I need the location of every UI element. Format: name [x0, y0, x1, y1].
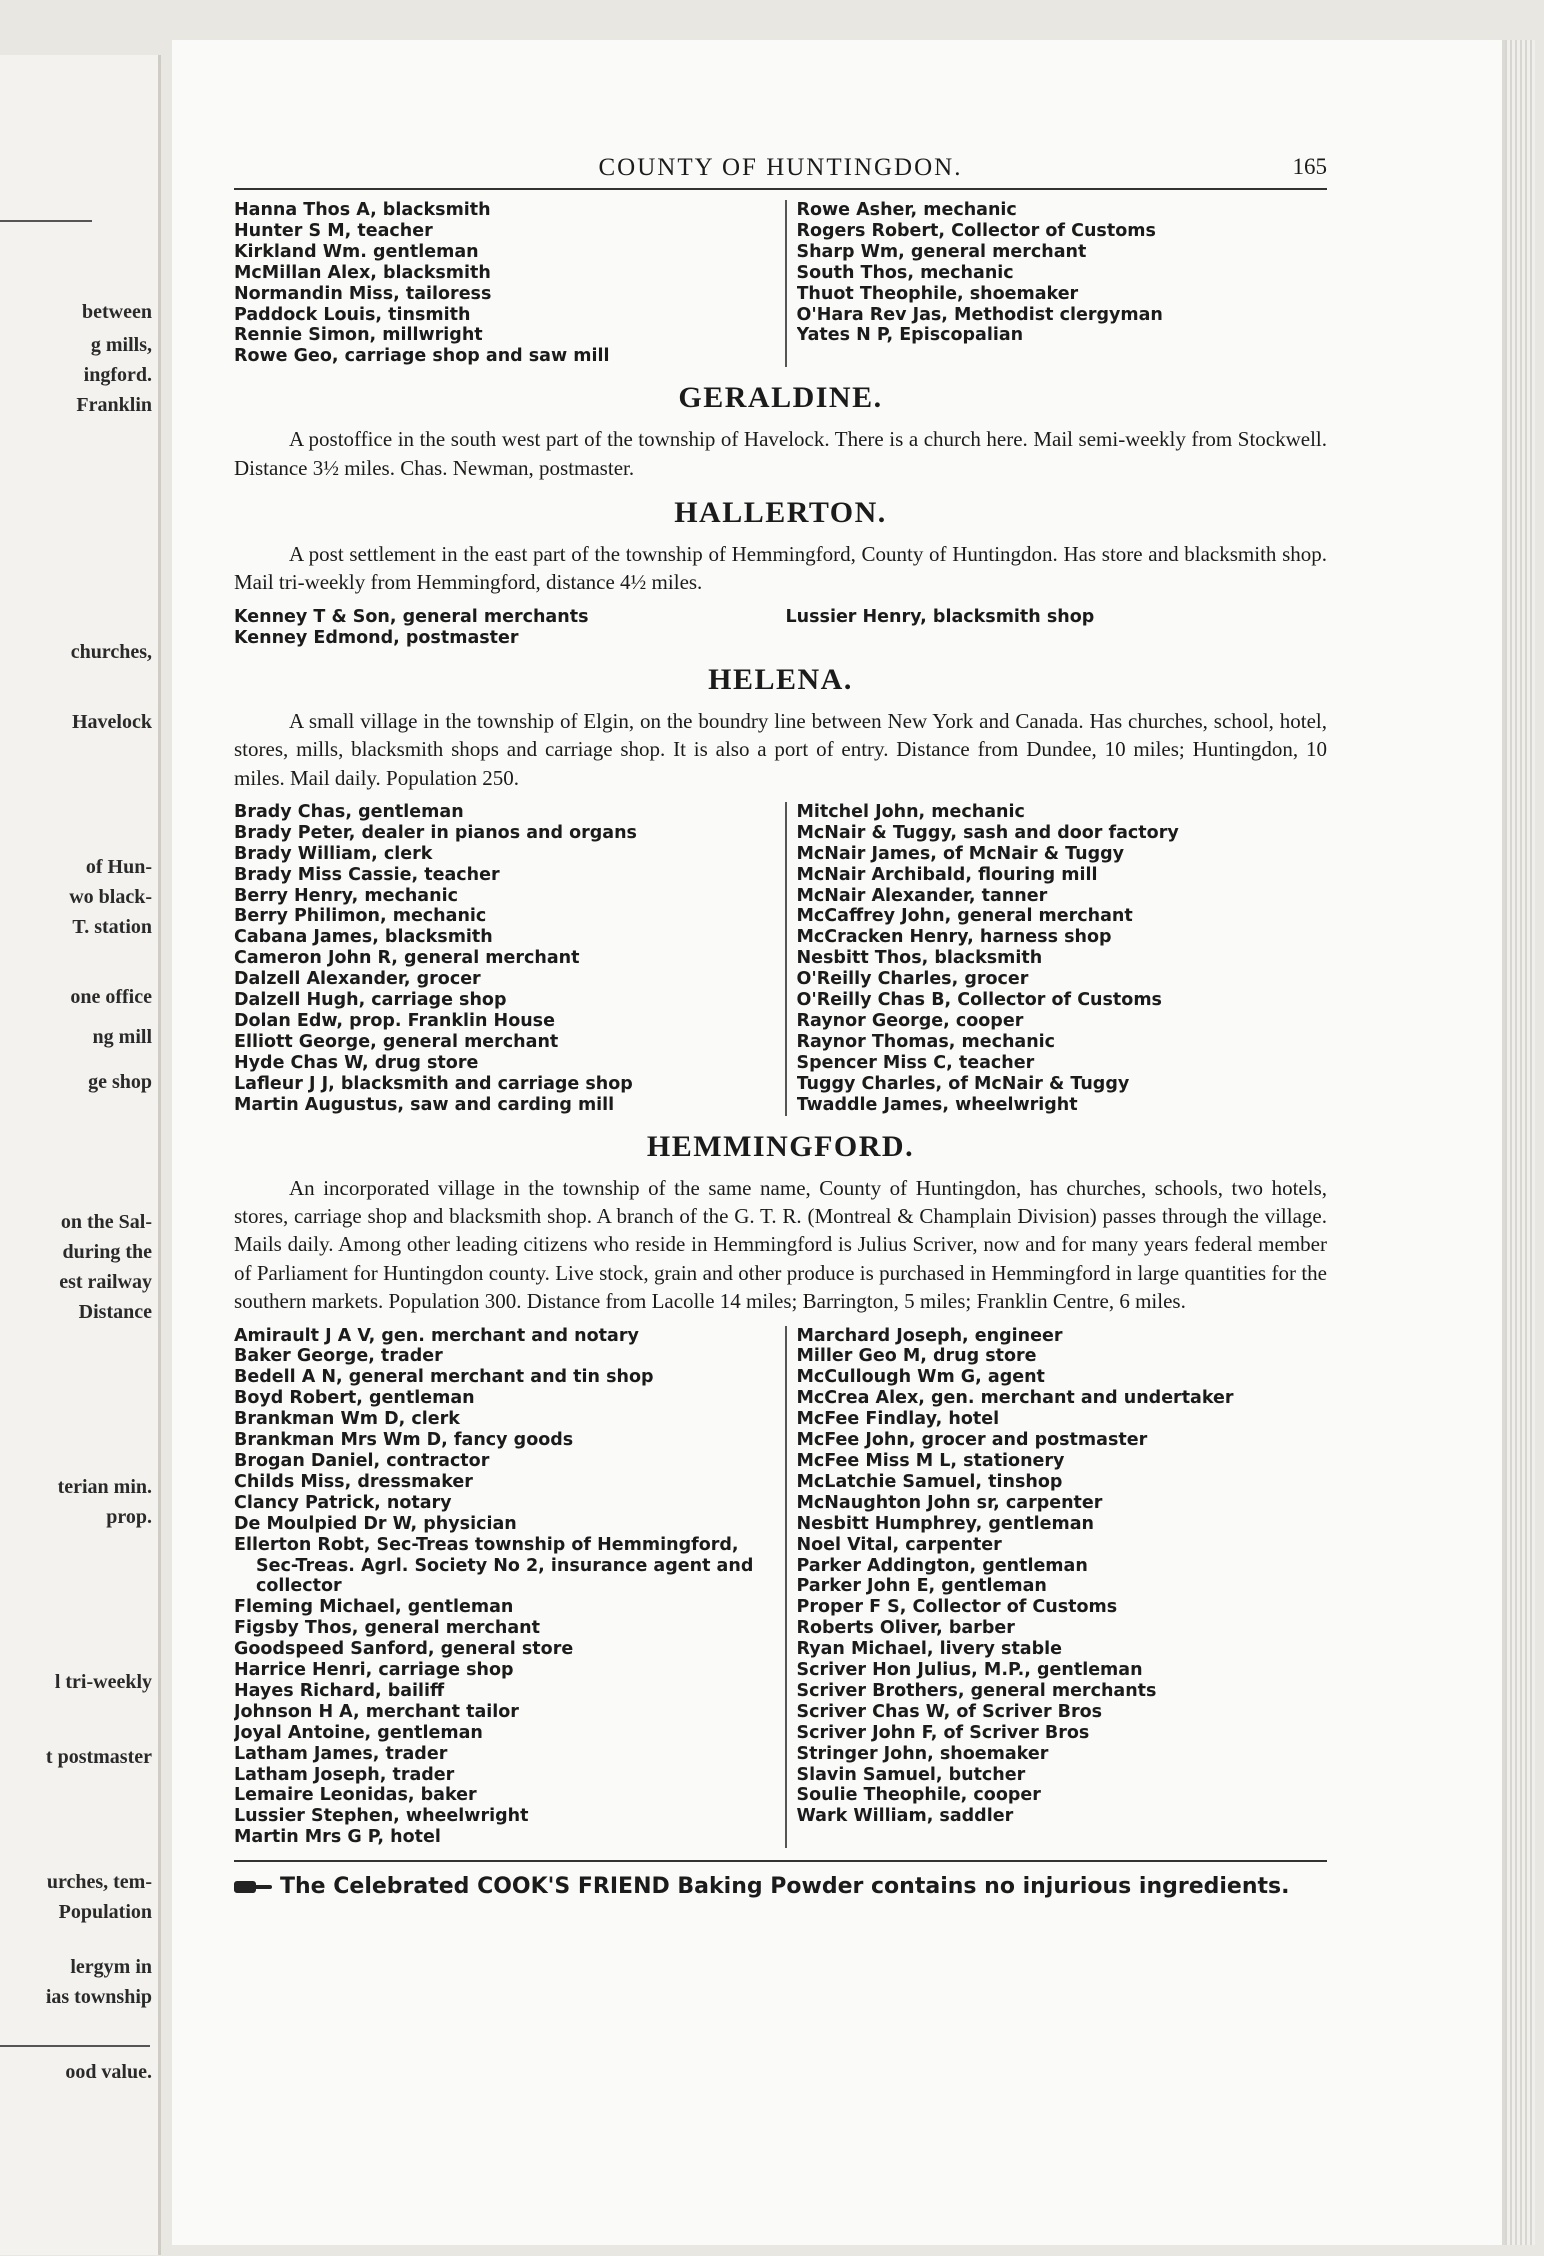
directory-entry: Stringer John, shoemaker [796, 1743, 1049, 1764]
facing-page-line: ng mill [92, 1026, 152, 1048]
directory-entry: Goodspeed Sanford, general store [234, 1639, 574, 1660]
facing-page-line: between [82, 301, 152, 323]
directory-entry: Kenney T & Son, general merchants [234, 606, 589, 627]
page-number: 165 [1292, 154, 1327, 179]
directory-column-left [234, 802, 785, 1116]
directory-entry: Scriver Brothers, general merchants [796, 1680, 1157, 1701]
advertisement-text: The Celebrated COOK'S FRIEND Baking Powder contains no injurious ingredients. [280, 1874, 1290, 1900]
directory-entry: Kenney Edmond, postmaster [234, 627, 519, 648]
directory-entry: Elliott George, general merchant [234, 1031, 559, 1052]
directory-entry: Tuggy Charles, of McNair & Tuggy [796, 1073, 1130, 1094]
running-head [234, 150, 1327, 190]
directory-entry: Clancy Patrick, notary [234, 1492, 452, 1513]
facing-page-line: T. station [72, 916, 152, 938]
directory-entry: McFee Miss M L, stationery [796, 1450, 1065, 1471]
directory-entry: Sharp Wm, general merchant [796, 241, 1087, 262]
directory-column-right [785, 1326, 1328, 1849]
directory-entry: Rowe Geo, carriage shop and saw mill [234, 346, 610, 367]
facing-page-line: g mills, [90, 334, 152, 356]
directory-entry: Slavin Samuel, butcher [796, 1764, 1026, 1785]
facing-page-rule [0, 220, 92, 222]
directory-entry: O'Reilly Chas B, Collector of Customs [796, 990, 1162, 1011]
facing-page-line: ias township [45, 1986, 152, 2008]
facing-page-line: prop. [106, 1506, 152, 1528]
directory-hallerton [234, 607, 1327, 649]
directory-entry: Hunter S M, teacher [234, 220, 433, 241]
facing-page-fragment [0, 55, 161, 2255]
facing-page-line: churches, [70, 641, 152, 663]
facing-page-line: on the Sal- [60, 1211, 152, 1233]
directory-helena [234, 802, 1327, 1116]
directory-entry: Amirault J A V, gen. merchant and notary [234, 1325, 639, 1346]
directory-entry: Harrice Henri, carriage shop [234, 1660, 514, 1681]
directory-entry: O'Hara Rev Jas, Methodist clergyman [796, 304, 1163, 325]
directory-entry: Hanna Thos A, blacksmith [234, 200, 491, 220]
facing-page-line: terian min. [57, 1476, 152, 1498]
directory-entry: Soulie Theophile, cooper [796, 1785, 1041, 1806]
directory-entry: Lemaire Leonidas, baker [234, 1785, 477, 1806]
facing-page-line: l tri-weekly [54, 1671, 152, 1693]
directory-entry: Bedell A N, general merchant and tin shop [234, 1367, 654, 1388]
facing-page-line: Havelock [72, 711, 152, 733]
directory-entry: Dalzell Hugh, carriage shop [234, 990, 507, 1011]
directory-entry: McCrea Alex, gen. merchant and undertaker [796, 1388, 1234, 1409]
directory-entry: McCullough Wm G, agent [796, 1367, 1045, 1388]
directory-entry: Martin Mrs G P, hotel [234, 1827, 441, 1848]
directory-entry: Scriver Hon Julius, M.P., gentleman [796, 1660, 1143, 1681]
directory-top [234, 200, 1327, 367]
directory-entry: Rowe Asher, mechanic [796, 200, 1017, 220]
directory-entry: Latham James, trader [234, 1743, 448, 1764]
section-description-hallerton: A post settlement in the east part of the township of Hemmingford, County of Huntingdon. Has store and blacksmith shop. Mail tri-weekly from Hemmingford, distance 4½ miles. [234, 542, 1327, 595]
directory-entry: Noel Vital, carpenter [796, 1534, 1002, 1555]
directory-entry: Mitchel John, mechanic [796, 801, 1025, 822]
facing-page-line: Franklin [76, 394, 152, 416]
directory-entry: Nesbitt Humphrey, gentleman [796, 1513, 1094, 1534]
directory-entry: Childs Miss, dressmaker [234, 1471, 473, 1492]
directory-entry: Thuot Theophile, shoemaker [796, 283, 1079, 304]
facing-page-rule [0, 2045, 150, 2047]
advertisement [234, 1860, 1327, 1899]
directory-entry: Boyd Robert, gentleman [234, 1388, 475, 1409]
directory-entry: Brankman Mrs Wm D, fancy goods [234, 1430, 574, 1451]
directory-entry: Marchard Joseph, engineer [796, 1325, 1063, 1346]
directory-column-right [785, 802, 1328, 1116]
facing-page-line: est railway [59, 1271, 152, 1293]
directory-entry: Brady Miss Cassie, teacher [234, 864, 500, 885]
directory-entry: Parker John E, gentleman [796, 1576, 1047, 1597]
directory-entry: Fleming Michael, gentleman [234, 1597, 514, 1618]
directory-entry: Parker Addington, gentleman [796, 1555, 1088, 1576]
directory-entry: Raynor Thomas, mechanic [796, 1031, 1056, 1052]
facing-page-line: urches, tem- [46, 1871, 152, 1893]
directory-entry: McCracken Henry, harness shop [796, 927, 1112, 948]
section-description-helena: A small village in the township of Elgin, on the boundry line between New York and Canada. Has churches, school, hotel, stores, mills, blacksmith shops and carriage shop. It is also a port of entry. Distance from Dundee, 10 miles; Huntingdon, 10 miles. Mail daily. Population 250. [234, 708, 1327, 790]
directory-entry: Yates N P, Episcopalian [796, 325, 1024, 346]
facing-page-line: Distance [78, 1301, 152, 1323]
directory-entry: McNair & Tuggy, sash and door factory [796, 822, 1179, 843]
directory-column-left [234, 200, 785, 367]
directory-entry: Latham Joseph, trader [234, 1764, 455, 1785]
directory-entry: South Thos, mechanic [796, 262, 1014, 283]
section-title-helena: HELENA. [708, 662, 853, 696]
facing-page-line: during the [62, 1241, 152, 1263]
directory-entry: Joyal Antoine, gentleman [234, 1722, 483, 1743]
directory-column-left [234, 607, 776, 649]
directory-entry: Baker George, trader [234, 1346, 443, 1367]
directory-entry: Rennie Simon, millwright [234, 325, 483, 346]
directory-entry: Dalzell Alexander, grocer [234, 969, 481, 990]
directory-entry: Berry Henry, mechanic [234, 885, 458, 906]
directory-entry: Wark William, saddler [796, 1806, 1014, 1827]
section-title-geraldine: GERALDINE. [678, 381, 883, 415]
directory-entry: Raynor George, cooper [796, 1010, 1024, 1031]
directory-entry: Scriver Chas W, of Scriver Bros [796, 1701, 1103, 1722]
directory-entry: Rogers Robert, Collector of Customs [796, 220, 1156, 241]
directory-entry: Brankman Wm D, clerk [234, 1409, 460, 1430]
directory-entry: Brady Peter, dealer in pianos and organs [234, 822, 637, 843]
directory-entry: Brady William, clerk [234, 843, 433, 864]
facing-page-line: ingford. [83, 364, 152, 386]
directory-hemmingford [234, 1326, 1327, 1849]
facing-page-line: Population [58, 1901, 152, 1923]
directory-entry: McLatchie Samuel, tinshop [796, 1471, 1063, 1492]
directory-entry: Paddock Louis, tinsmith [234, 304, 471, 325]
facing-page-line: of Hun- [85, 856, 152, 878]
directory-entry: Brogan Daniel, contractor [234, 1450, 490, 1471]
directory-entry: Lussier Stephen, wheelwright [234, 1806, 529, 1827]
directory-entry: McNair Archibald, flouring mill [796, 864, 1098, 885]
page-content [234, 150, 1327, 1899]
pointing-hand-icon [234, 1877, 272, 1897]
directory-entry: Ryan Michael, livery stable [796, 1639, 1063, 1660]
directory-entry: Kirkland Wm. gentleman [234, 241, 479, 262]
directory-entry: Normandin Miss, tailoress [234, 283, 492, 304]
directory-entry: De Moulpied Dr W, physician [234, 1513, 517, 1534]
directory-entry: Hyde Chas W, drug store [234, 1052, 479, 1073]
section-title-hemmingford: HEMMINGFORD. [646, 1129, 915, 1163]
directory-entry: Berry Philimon, mechanic [234, 906, 487, 927]
directory-entry: McFee John, grocer and postmaster [796, 1430, 1148, 1451]
section-title-hallerton: HALLERTON. [674, 496, 887, 530]
directory-entry: Roberts Oliver, barber [796, 1618, 1015, 1639]
facing-page-line: ge shop [88, 1071, 152, 1093]
section-description-geraldine: A postoffice in the south west part of the township of Havelock. There is a church here. Mail semi-weekly from Stockwell. Distance 3½ miles. Chas. Newman, postmaster. [234, 427, 1327, 480]
directory-entry: Martin Augustus, saw and carding mill [234, 1094, 615, 1115]
directory-entry: Dolan Edw, prop. Franklin House [234, 1010, 555, 1031]
directory-entry: McNair Alexander, tanner [796, 885, 1048, 906]
facing-page-line: t postmaster [45, 1746, 152, 1768]
directory-column-right [785, 200, 1328, 367]
directory-entry: Lafleur J J, blacksmith and carriage shop [234, 1073, 633, 1094]
directory-entry: Cameron John R, general merchant [234, 948, 580, 969]
directory-entry: Cabana James, blacksmith [234, 927, 493, 948]
directory-entry: Johnson H A, merchant tailor [234, 1701, 519, 1722]
directory-entry: Miller Geo M, drug store [796, 1346, 1037, 1367]
section-description-hemmingford: An incorporated village in the township of the same name, County of Huntingdon, has churches, schools, two hotels, stores, carriage shop and blacksmith shop. A branch of the G. T. R. (Montreal & Champlain Division) passes through the village. Mails daily. Among other leading citizens who reside in Hemmingford is Julius Scriver, now and for many years federal member of Parliament for Huntingdon county. Live stock, grain and other produce is purchased in Hemmingford in large quantities for the southern markets. Population 300. Distance from Lacolle 14 miles; Barrington, 5 miles; Franklin Centre, 6 miles. [234, 1175, 1327, 1314]
directory-entry: Nesbitt Thos, blacksmith [796, 948, 1043, 969]
directory-entry: Brady Chas, gentleman [234, 801, 464, 822]
directory-column-left [234, 1326, 785, 1849]
facing-page-line: lergym in [70, 1956, 152, 1978]
directory-entry: Spencer Miss C, teacher [796, 1052, 1035, 1073]
directory-entry: Proper F S, Collector of Customs [796, 1597, 1118, 1618]
directory-entry: Ellerton Robt, Sec-Treas township of Hemmingford, Sec-Treas. Agrl. Society No 2, insurance agent and collector [234, 1534, 754, 1597]
directory-entry: McNair James, of McNair & Tuggy [796, 843, 1125, 864]
directory-entry: Figsby Thos, general merchant [234, 1618, 540, 1639]
page-edges [1505, 40, 1535, 2245]
directory-entry: Lussier Henry, blacksmith shop [785, 606, 1095, 627]
facing-page-line: wo black- [69, 886, 152, 908]
directory-entry: O'Reilly Charles, grocer [796, 969, 1029, 990]
page-title: COUNTY OF HUNTINGDON. [598, 154, 963, 181]
facing-page-line: ood value. [65, 2061, 152, 2083]
directory-entry: Hayes Richard, bailiff [234, 1680, 445, 1701]
directory-entry: McCaffrey John, general merchant [796, 906, 1133, 927]
directory-entry: McFee Findlay, hotel [796, 1409, 1000, 1430]
directory-entry: McMillan Alex, blacksmith [234, 262, 491, 283]
directory-entry: Twaddle James, wheelwright [796, 1094, 1078, 1115]
directory-column-right [776, 607, 1328, 649]
facing-page-line: one office [70, 986, 152, 1008]
directory-entry: McNaughton John sr, carpenter [796, 1492, 1103, 1513]
directory-entry: Scriver John F, of Scriver Bros [796, 1722, 1090, 1743]
